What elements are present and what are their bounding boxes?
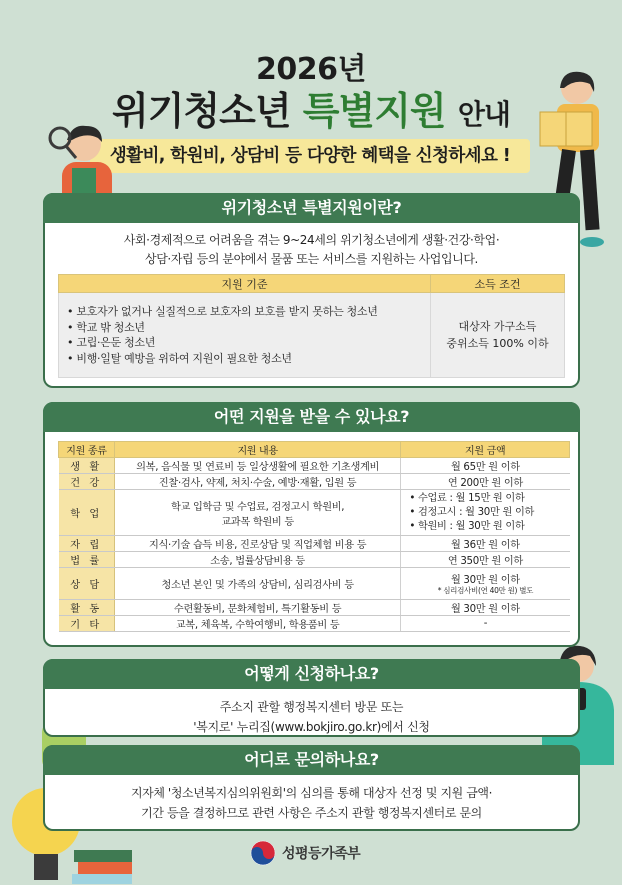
poster-year: 2026년 <box>256 52 366 87</box>
support-content: 의복, 음식물 및 연료비 등 일상생활에 필요한 기초생계비 <box>114 458 400 474</box>
support-content: 소송, 법률상담비용 등 <box>114 552 400 568</box>
apply-section <box>43 659 580 737</box>
support-content: 수련활동비, 문화체험비, 특기활동비 등 <box>114 600 400 616</box>
taegeuk-icon <box>250 840 276 866</box>
support-amount: 월 65만 원 이하 <box>401 458 570 474</box>
support-type: 건 강 <box>59 474 115 490</box>
criteria-header: 지원 기준 <box>59 275 431 293</box>
poster-subtitle: 생활비, 학원비, 상담비 등 다양한 혜택을 신청하세요 ! <box>109 146 511 166</box>
table-row <box>59 458 570 474</box>
title-part1: 위기청소년 <box>112 89 291 133</box>
support-header-content: 지원 내용 <box>114 442 400 458</box>
table-row <box>59 490 570 536</box>
support-amount: 월 30만 원 이하 <box>401 600 570 616</box>
income-cell <box>431 293 565 378</box>
support-type: 상 담 <box>59 568 115 600</box>
support-amount <box>401 490 570 536</box>
inquiry-text <box>45 783 578 823</box>
support-amount: 연 200만 원 이하 <box>401 474 570 490</box>
apply-section-title: 어떻게 신청하나요? <box>43 659 580 689</box>
apply-line2: '복지로' 누리집(www.bokjiro.go.kr)에서 신청 <box>193 720 430 734</box>
about-intro-line1: 사회·경제적으로 어려움을 겪는 9~24세의 위기청소년에게 생활·건강·학업· <box>123 233 500 247</box>
criteria-item: • 학교 밖 청소년 <box>67 320 430 336</box>
support-amount-item: • 학원비 : 월 30만 원 이하 <box>409 520 567 534</box>
apply-text <box>45 697 578 737</box>
support-content-line1: 학교 입학금 및 수업료, 검정고시 학원비, <box>170 501 345 513</box>
support-type: 학 업 <box>59 490 115 536</box>
title-highlight: 특별지원 <box>302 89 446 133</box>
support-amount <box>401 568 570 600</box>
about-intro-line2: 상담·자립 등의 분야에서 물품 또는 서비스를 지원하는 사업입니다. <box>145 252 478 266</box>
support-amount-item: • 검정고시 : 월 30만 원 이하 <box>409 506 567 520</box>
table-row <box>59 552 570 568</box>
support-section-title: 어떤 지원을 받을 수 있나요? <box>43 402 580 432</box>
apply-line1: 주소지 관할 행정복지센터 방문 또는 <box>219 700 404 714</box>
support-amount: 월 36만 원 이하 <box>401 536 570 552</box>
support-content: 지식·기술 습득 비용, 진로상담 및 직업체험 비용 등 <box>114 536 400 552</box>
income-header: 소득 조건 <box>431 275 565 293</box>
support-amount: 연 350만 원 이하 <box>401 552 570 568</box>
inquiry-section-title: 어디로 문의하나요? <box>43 745 580 775</box>
inquiry-line1: 지자체 '청소년복지심의위원회'의 심의를 통해 대상자 선정 및 지원 금액· <box>130 786 493 800</box>
criteria-item: • 보호자가 없거나 실질적으로 보호자의 보호를 받지 못하는 청소년 <box>67 304 430 320</box>
about-section-title: 위기청소년 특별지원이란? <box>43 193 580 223</box>
criteria-item: • 고립·은둔 청소년 <box>67 335 430 351</box>
income-line1: 대상자 가구소득 <box>458 320 537 333</box>
support-content: 청소년 본인 및 가족의 상담비, 심리검사비 등 <box>114 568 400 600</box>
support-type: 기 타 <box>59 616 115 632</box>
support-type: 법 률 <box>59 552 115 568</box>
support-amount: - <box>401 616 570 632</box>
support-type: 생 활 <box>59 458 115 474</box>
support-table <box>58 441 570 632</box>
table-row <box>59 568 570 600</box>
ministry-logo <box>250 840 360 866</box>
about-section <box>43 193 580 388</box>
support-type: 활 동 <box>59 600 115 616</box>
table-row <box>59 600 570 616</box>
support-type: 자 립 <box>59 536 115 552</box>
support-amount-item: • 수업료 : 월 15만 원 이하 <box>409 492 567 506</box>
about-intro <box>45 231 578 269</box>
support-content <box>114 490 400 536</box>
criteria-table <box>58 274 565 378</box>
support-content-line2: 교과목 학원비 등 <box>221 516 294 528</box>
support-content: 진찰·검사, 약제, 처치·수술, 예방·재활, 입원 등 <box>114 474 400 490</box>
support-header-amount: 지원 금액 <box>401 442 570 458</box>
criteria-list <box>59 304 430 366</box>
support-section <box>43 402 580 647</box>
support-amount-note: * 심리검사비(연 40만 원) 별도 <box>437 586 534 595</box>
income-line2: 중위소득 100% 이하 <box>446 337 549 350</box>
title-part2: 안내 <box>457 98 510 131</box>
ministry-name: 성평등가족부 <box>282 846 361 862</box>
support-amount-main: 월 30만 원 이하 <box>450 575 520 586</box>
support-content: 교복, 체육복, 수학여행비, 학용품비 등 <box>114 616 400 632</box>
inquiry-section <box>43 745 580 831</box>
table-row <box>59 474 570 490</box>
table-row <box>59 616 570 632</box>
support-amount-list <box>403 492 567 534</box>
inquiry-line2: 기간 등을 결정하므로 관련 사항은 주소지 관할 행정복지센터로 문의 <box>141 806 482 820</box>
support-header-type: 지원 종류 <box>59 442 115 458</box>
table-row <box>59 536 570 552</box>
criteria-cell <box>59 293 431 378</box>
criteria-item: • 비행·일탈 예방을 위하여 지원이 필요한 청소년 <box>67 351 430 367</box>
